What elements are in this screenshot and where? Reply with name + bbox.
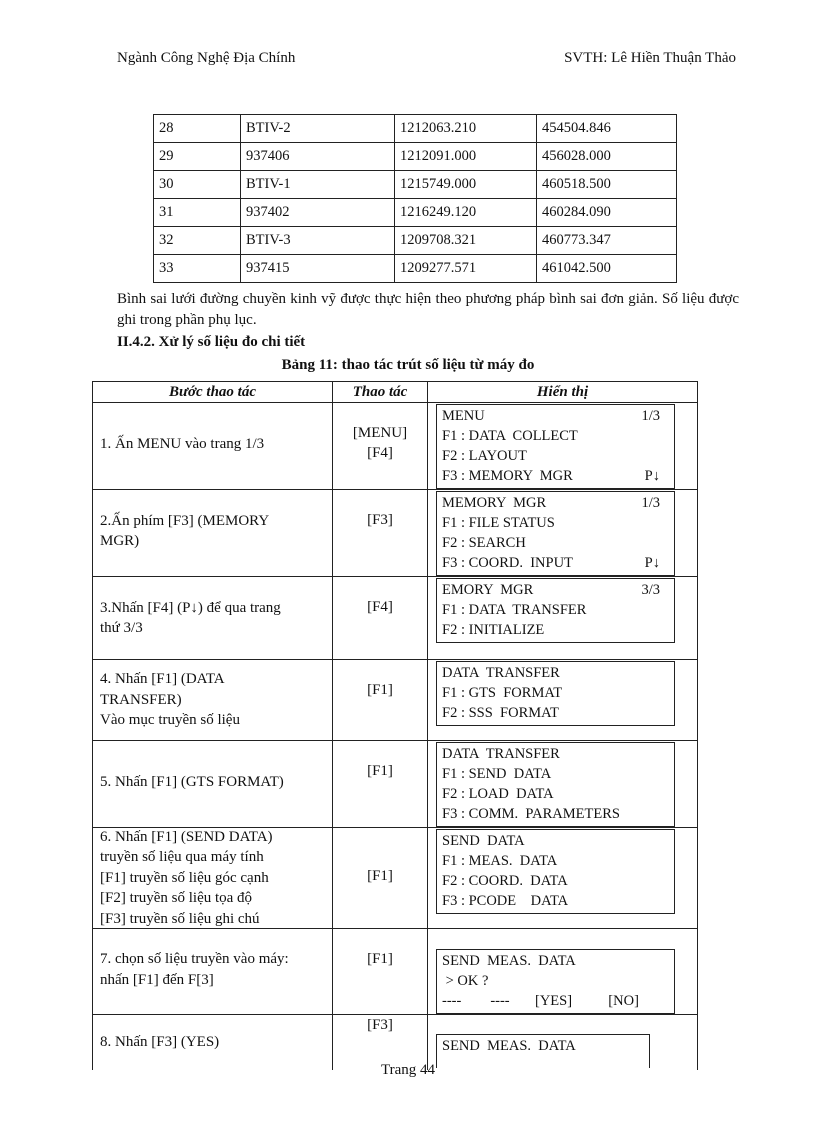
step-text: Vào mục truyền số liệu [100, 712, 240, 729]
table-row [154, 115, 677, 143]
step-text: 6. Nhấn [F1] (SEND DATA) [100, 828, 273, 845]
screen-line: F3 : PCODE DATA [442, 893, 569, 909]
step-row [93, 577, 698, 660]
table-cell: 1212063.210 [395, 115, 537, 143]
step-text: 3.Nhấn [F4] (P↓) để qua trang [100, 599, 281, 616]
screen-line: F2 : INITIALIZE [442, 622, 545, 638]
header-left: Ngành Công Nghệ Địa Chính [117, 50, 296, 66]
screen-line: F3 : MEMORY MGR [442, 468, 573, 484]
screen-line: MEMORY MGR [442, 495, 547, 511]
screen-line: F1 : MEAS. DATA [442, 853, 558, 869]
table-cell: 29 [154, 143, 241, 171]
key-label: [F4] [367, 599, 393, 615]
table-cell: 456028.000 [537, 143, 677, 171]
screen-line: F2 : SSS FORMAT [442, 705, 559, 721]
key-label: [F3] [367, 512, 393, 528]
table-cell: 31 [154, 199, 241, 227]
table-cell: 454504.846 [537, 115, 677, 143]
table-cell: 460284.090 [537, 199, 677, 227]
table-cell: 1209708.321 [395, 227, 537, 255]
step-text: thứ 3/3 [100, 620, 143, 636]
step-row [93, 660, 698, 741]
step-text: 1. Ấn MENU vào trang 1/3 [100, 435, 265, 452]
screen-line: ---- ---- [YES] [NO] [442, 993, 639, 1009]
table-cell: 28 [154, 115, 241, 143]
table-cell: 937415 [241, 255, 395, 283]
instrument-screen [436, 404, 675, 489]
instrument-screen [436, 949, 675, 1014]
step-text: 2.Ấn phím [F3] (MEMORY [100, 512, 270, 529]
key-label: [F1] [367, 951, 393, 967]
screen-line: > OK ? [442, 973, 489, 989]
key-label: [F1] [367, 682, 393, 698]
step-text: truyền số liệu qua máy tính [100, 849, 264, 866]
key-label: [F1] [367, 868, 393, 884]
screen-line: MENU [442, 408, 485, 424]
table-row [154, 143, 677, 171]
screen-line: F1 : FILE STATUS [442, 515, 555, 531]
table-cell: 937406 [241, 143, 395, 171]
screen-line: F2 : LOAD DATA [442, 786, 554, 802]
screen-line: SEND MEAS. DATA [442, 953, 576, 969]
step-text: TRANSFER) [100, 691, 182, 708]
instrument-screen [436, 491, 675, 576]
table-cell: BTIV-2 [241, 115, 395, 143]
table-cell: 30 [154, 171, 241, 199]
screen-line: F1 : DATA COLLECT [442, 428, 578, 444]
table-cell: 937402 [241, 199, 395, 227]
screen-line: F2 : SEARCH [442, 535, 526, 551]
instrument-screen [436, 742, 675, 827]
screen-line: DATA TRANSFER [442, 746, 560, 762]
step-text: [F1] truyền số liệu góc cạnh [100, 869, 269, 886]
screen-line: F1 : GTS FORMAT [442, 685, 563, 701]
table-cell: BTIV-3 [241, 227, 395, 255]
instrument-screen [436, 829, 675, 914]
screen-line: EMORY MGR [442, 582, 534, 598]
step-text: 8. Nhấn [F3] (YES) [100, 1034, 220, 1051]
col-header-step: Bước thao tác [93, 382, 333, 403]
table-caption: Bảng 11: thao tác trút số liệu từ máy đo [281, 357, 535, 373]
step-text: 4. Nhấn [F1] (DATA [100, 671, 225, 688]
steps-table [92, 381, 698, 1070]
screen-line: F3 : COMM. PARAMETERS [442, 806, 620, 822]
col-header-key: Thao tác [333, 382, 428, 403]
step-row [93, 741, 698, 828]
screen-indicator: 3/3 [641, 582, 660, 598]
screen-indicator: 1/3 [641, 495, 660, 511]
coordinate-table [153, 114, 677, 283]
table-cell: BTIV-1 [241, 171, 395, 199]
table-row [154, 255, 677, 283]
key-label: [F1] [367, 763, 393, 779]
screen-indicator: P↓ [644, 468, 660, 484]
screen-line: DATA TRANSFER [442, 665, 560, 681]
step-text: 7. chọn số liệu truyền vào máy: [100, 951, 289, 967]
screen-line: F1 : SEND DATA [442, 766, 552, 782]
step-text: 5. Nhấn [F1] (GTS FORMAT) [100, 773, 284, 790]
screen-indicator: 1/3 [641, 408, 660, 424]
screen-line: SEND MEAS. DATA [442, 1038, 576, 1054]
step-row [93, 403, 698, 490]
key-label: [F3] [367, 1017, 393, 1033]
screen-line: F2 : LAYOUT [442, 448, 527, 464]
step-row [93, 490, 698, 577]
step-text: MGR) [100, 533, 140, 549]
table-cell: 460773.347 [537, 227, 677, 255]
table-row [154, 171, 677, 199]
table-cell: 461042.500 [537, 255, 677, 283]
screen-indicator: P↓ [644, 555, 660, 571]
body-paragraph: Bình sai lưới đường chuyền kinh vỹ được thực hiện theo phương pháp bình sai đơn giản. Số liệu được ghi trong phần phụ lục. [117, 291, 739, 328]
step-row [93, 929, 698, 1015]
page-number: Trang 44 [380, 1062, 436, 1078]
screen-line: F1 : DATA TRANSFER [442, 602, 587, 618]
table-cell: 32 [154, 227, 241, 255]
instrument-screen [436, 578, 675, 643]
table-row [154, 227, 677, 255]
section-title: II.4.2. Xử lý số liệu đo chi tiết [117, 334, 306, 350]
step-text: [F2] truyền số liệu tọa độ [100, 890, 253, 907]
step-text: nhấn [F1] đến F[3] [100, 971, 214, 988]
table-cell: 1216249.120 [395, 199, 537, 227]
screen-line: F3 : COORD. INPUT [442, 555, 573, 571]
table-cell: 1212091.000 [395, 143, 537, 171]
key-label: [MENU] [352, 425, 408, 441]
key-label: [F4] [367, 445, 393, 461]
step-text: [F3] truyền số liệu ghi chú [100, 910, 260, 927]
table-cell: 460518.500 [537, 171, 677, 199]
col-header-display: Hiển thị [428, 382, 698, 403]
table-cell: 33 [154, 255, 241, 283]
table-cell: 1209277.571 [395, 255, 537, 283]
step-row [93, 828, 698, 929]
table-row [154, 199, 677, 227]
header-right: SVTH: Lê Hiền Thuận Thảo [564, 50, 736, 66]
instrument-screen [436, 661, 675, 726]
screen-line: SEND DATA [442, 833, 525, 849]
screen-line: F2 : COORD. DATA [442, 873, 568, 889]
table-cell: 1215749.000 [395, 171, 537, 199]
